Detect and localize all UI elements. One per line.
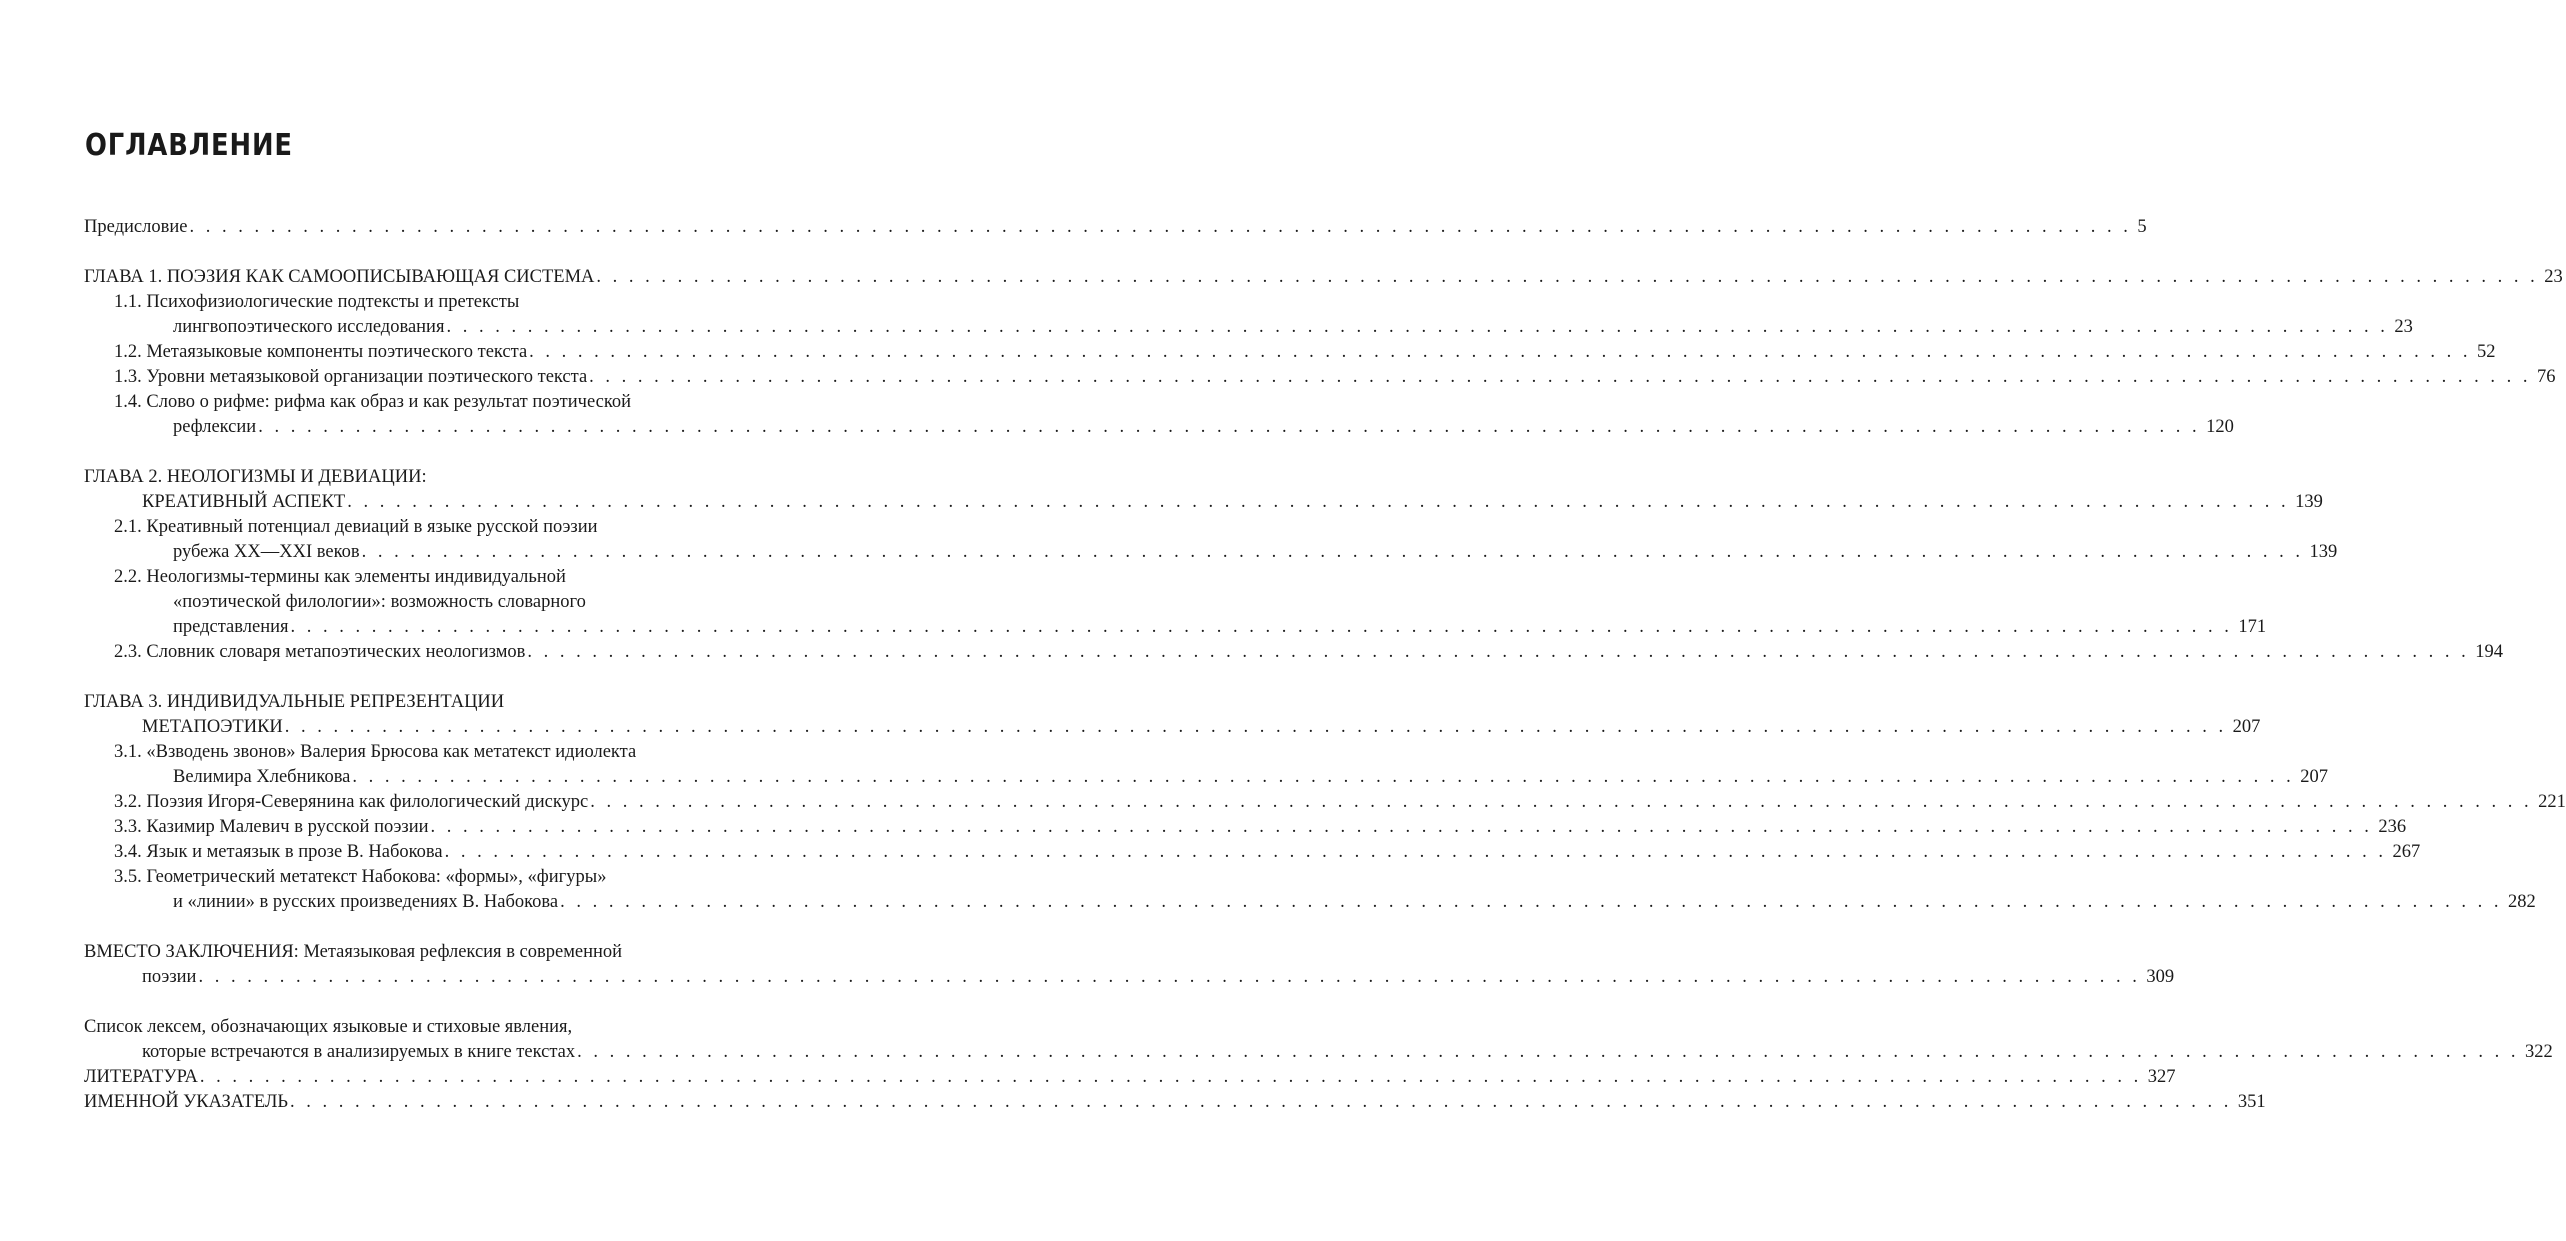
toc-entry-text: лингвопоэтического исследования: [173, 317, 445, 337]
toc-entry[interactable]: [84, 1015, 2553, 1065]
page-number: 221: [2538, 792, 2566, 812]
page-number: 282: [2508, 892, 2536, 912]
toc-entry[interactable]: [84, 640, 2504, 665]
dot-leader: . . . . . . . . . . . . . . . . . . . . . . . . . . . . . . . . . . . . . . . . . . . . . . . . . . . . . . . . . . . . . . . . . . . . . . . . . . . . . . . . . . . . . . . . . . . . . . . . . . . . . . . . . . . . . . . . . . . . . . . .: [596, 267, 2539, 287]
dot-leader: . . . . . . . . . . . . . . . . . . . . . . . . . . . . . . . . . . . . . . . . . . . . . . . . . . . . . . . . . . . . . . . . . . . . . . . . . . . . . . . . . . . . . . . . . . . . . . . . . . . . . . . . . . . . . . . . . . . . . . . .: [290, 1092, 2232, 1112]
toc-entry[interactable]: [84, 340, 2496, 365]
toc-entry[interactable]: [84, 515, 2338, 565]
page-number: 236: [2378, 817, 2407, 837]
dot-leader: . . . . . . . . . . . . . . . . . . . . . . . . . . . . . . . . . . . . . . . . . . . . . . . . . . . . . . . . . . . . . . . . . . . . . . . . . . . . . . . . . . . . . . . . . . . . . . . . . . . . . . . . . . . . . . . . . . . . . . . .: [529, 342, 2472, 362]
dot-leader: . . . . . . . . . . . . . . . . . . . . . . . . . . . . . . . . . . . . . . . . . . . . . . . . . . . . . . . . . . . . . . . . . . . . . . . . . . . . . . . . . . . . . . . . . . . . . . . . . . . . . . . . . . . . . . . . . . . . . . . .: [361, 542, 2304, 562]
dot-leader: . . . . . . . . . . . . . . . . . . . . . . . . . . . . . . . . . . . . . . . . . . . . . . . . . . . . . . . . . . . . . . . . . . . . . . . . . . . . . . . . . . . . . . . . . . . . . . . . . . . . . . . . . . . . . . . . . . . . . . . .: [527, 642, 2470, 662]
toc-entry-text: 3.4. Язык и метаязык в прозе В. Набокова: [114, 842, 443, 862]
toc-entry-text: Предисловие: [84, 217, 188, 237]
toc-entry-text: 3.3. Казимир Малевич в русской поэзии: [114, 817, 429, 837]
page-number: 120: [2206, 417, 2234, 437]
page-number: 76: [2537, 367, 2556, 387]
toc-entry-text: ЛИТЕРАТУРА: [84, 1067, 198, 1087]
toc-entry[interactable]: [84, 1065, 2176, 1090]
page-number: 139: [2295, 492, 2323, 512]
page-number: 171: [2238, 617, 2267, 637]
toc-entry-text: 3.1. «Взводень звонов» Валерия Брюсова как метатекст идиолекта: [114, 742, 637, 762]
toc-entry-text: ВМЕСТО ЗАКЛЮЧЕНИЯ: Метаязыковая рефлексия в современной: [84, 942, 623, 962]
toc-entry-text: поэзии: [142, 967, 197, 987]
toc-entry[interactable]: [84, 940, 2175, 990]
toc-entry-text: которые встречаются в анализируемых в книге текстах: [142, 1042, 576, 1062]
dot-leader: . . . . . . . . . . . . . . . . . . . . . . . . . . . . . . . . . . . . . . . . . . . . . . . . . . . . . . . . . . . . . . . . . . . . . . . . . . . . . . . . . . . . . . . . . . . . . . . . . . . . . . . . . . . . . . . . . . . . . . . .: [199, 1067, 2142, 1087]
dot-leader: . . . . . . . . . . . . . . . . . . . . . . . . . . . . . . . . . . . . . . . . . . . . . . . . . . . . . . . . . . . . . . . . . . . . . . . . . . . . . . . . . . . . . . . . . . . . . . . . . . . . . . . . . . . . . . . . . . . . . . . .: [444, 842, 2387, 862]
dot-leader: . . . . . . . . . . . . . . . . . . . . . . . . . . . . . . . . . . . . . . . . . . . . . . . . . . . . . . . . . . . . . . . . . . . . . . . . . . . . . . . . . . . . . . . . . . . . . . . . . . . . . . . . . . . . . . . . . . . . . . . .: [189, 217, 2132, 237]
page-title: ОГЛАВЛЕНИЕ: [85, 128, 293, 163]
page-number: 207: [2300, 767, 2329, 787]
page-number: 351: [2237, 1092, 2266, 1112]
page-number: 309: [2146, 967, 2175, 987]
dot-leader: . . . . . . . . . . . . . . . . . . . . . . . . . . . . . . . . . . . . . . . . . . . . . . . . . . . . . . . . . . . . . . . . . . . . . . . . . . . . . . . . . . . . . . . . . . . . . . . . . . . . . . . . . . . . . . . . . . . . . . . .: [198, 967, 2141, 987]
toc-entry-text: ГЛАВА 3. ИНДИВИДУАЛЬНЫЕ РЕПРЕЗЕНТАЦИИ: [84, 692, 505, 712]
toc-entry-text: ГЛАВА 1. ПОЭЗИЯ КАК САМООПИСЫВАЮЩАЯ СИСТЕМА: [84, 267, 595, 287]
toc-entry-text: 1.2. Метаязыковые компоненты поэтического текста: [114, 342, 528, 362]
toc-entry-text: 2.1. Креативный потенциал девиаций в языке русской поэзии: [114, 517, 598, 537]
dot-leader: . . . . . . . . . . . . . . . . . . . . . . . . . . . . . . . . . . . . . . . . . . . . . . . . . . . . . . . . . . . . . . . . . . . . . . . . . . . . . . . . . . . . . . . . . . . . . . . . . . . . . . . . . . . . . . . . . . . . . . . .: [590, 792, 2533, 812]
toc-entry[interactable]: [84, 390, 2234, 440]
dot-leader: . . . . . . . . . . . . . . . . . . . . . . . . . . . . . . . . . . . . . . . . . . . . . . . . . . . . . . . . . . . . . . . . . . . . . . . . . . . . . . . . . . . . . . . . . . . . . . . . . . . . . . . . . . . . . . . . . . . . . . . .: [290, 617, 2233, 637]
toc-entry-text: 1.4. Слово о рифме: рифма как образ и как результат поэтической: [114, 392, 632, 412]
toc-entry[interactable]: [84, 1090, 2266, 1115]
dot-leader: . . . . . . . . . . . . . . . . . . . . . . . . . . . . . . . . . . . . . . . . . . . . . . . . . . . . . . . . . . . . . . . . . . . . . . . . . . . . . . . . . . . . . . . . . . . . . . . . . . . . . . . . . . . . . . . . . . . . . . . .: [258, 417, 2201, 437]
toc-entry-text: ИМЕННОЙ УКАЗАТЕЛЬ: [84, 1092, 289, 1112]
page-number: 322: [2525, 1042, 2553, 1062]
toc-entry-text: рубежа XX—XXI веков: [173, 542, 360, 562]
toc-entry-text: 3.2. Поэзия Игоря-Северянина как филологический дискурс: [114, 792, 589, 812]
toc-entry-text: 1.1. Психофизиологические подтексты и претексты: [114, 292, 520, 312]
page-number: 139: [2309, 542, 2338, 562]
toc-entry[interactable]: [84, 290, 2413, 340]
toc-entry-text: и «линии» в русских произведениях В. Набокова: [173, 892, 559, 912]
toc-entry-text: Велимира Хлебникова: [173, 767, 351, 787]
toc-entry-text: КРЕАТИВНЫЙ АСПЕКТ: [142, 492, 346, 512]
toc-entry-text: ГЛАВА 2. НЕОЛОГИЗМЫ И ДЕВИАЦИИ:: [84, 467, 427, 487]
page-number: 327: [2147, 1067, 2176, 1087]
toc-entry[interactable]: [84, 365, 2556, 390]
page-number: 23: [2394, 317, 2413, 337]
toc-entry-text: «поэтической филологии»: возможность словарного: [173, 592, 586, 612]
toc-entry-text: представления: [173, 617, 289, 637]
toc-entry-text: 2.3. Словник словаря метапоэтических неологизмов: [114, 642, 526, 662]
toc-entry[interactable]: [84, 790, 2566, 815]
page-number: 52: [2477, 342, 2496, 362]
page-number: 194: [2475, 642, 2504, 662]
toc-entry-text: рефлексии: [173, 417, 257, 437]
toc-entry[interactable]: [84, 840, 2421, 865]
toc-entry[interactable]: [84, 265, 2563, 290]
dot-leader: . . . . . . . . . . . . . . . . . . . . . . . . . . . . . . . . . . . . . . . . . . . . . . . . . . . . . . . . . . . . . . . . . . . . . . . . . . . . . . . . . . . . . . . . . . . . . . . . . . . . . . . . . . . . . . . . . . . . . . . .: [430, 817, 2373, 837]
toc-entry[interactable]: [84, 215, 2147, 240]
table-of-contents: [84, 215, 2566, 1115]
page-number: 207: [2232, 717, 2261, 737]
page-number: 23: [2544, 267, 2563, 287]
toc-entry-text: Список лексем, обозначающих языковые и стиховые явления,: [84, 1017, 573, 1037]
toc-entry-text: 1.3. Уровни метаязыковой организации поэтического текста: [114, 367, 588, 387]
page-number: 267: [2392, 842, 2421, 862]
dot-leader: . . . . . . . . . . . . . . . . . . . . . . . . . . . . . . . . . . . . . . . . . . . . . . . . . . . . . . . . . . . . . . . . . . . . . . . . . . . . . . . . . . . . . . . . . . . . . . . . . . . . . . . . . . . . . . . . . . . . . . . .: [352, 767, 2295, 787]
toc-entry-text: 3.5. Геометрический метатекст Набокова: «формы», «фигуры»: [114, 867, 607, 887]
page-number: 5: [2137, 217, 2147, 237]
toc-entry[interactable]: [84, 465, 2323, 515]
dot-leader: . . . . . . . . . . . . . . . . . . . . . . . . . . . . . . . . . . . . . . . . . . . . . . . . . . . . . . . . . . . . . . . . . . . . . . . . . . . . . . . . . . . . . . . . . . . . . . . . . . . . . . . . . . . . . . . . . . . . . . . .: [560, 892, 2502, 912]
toc-entry-text: 2.2. Неологизмы-термины как элементы индивидуальной: [114, 567, 566, 587]
toc-entry[interactable]: [84, 690, 2261, 740]
dot-leader: . . . . . . . . . . . . . . . . . . . . . . . . . . . . . . . . . . . . . . . . . . . . . . . . . . . . . . . . . . . . . . . . . . . . . . . . . . . . . . . . . . . . . . . . . . . . . . . . . . . . . . . . . . . . . . . . . . . . . . . .: [446, 317, 2389, 337]
toc-entry[interactable]: [84, 565, 2267, 640]
toc-entry[interactable]: [84, 865, 2536, 915]
toc-entry-text: МЕТАПОЭТИКИ: [142, 717, 283, 737]
dot-leader: . . . . . . . . . . . . . . . . . . . . . . . . . . . . . . . . . . . . . . . . . . . . . . . . . . . . . . . . . . . . . . . . . . . . . . . . . . . . . . . . . . . . . . . . . . . . . . . . . . . . . . . . . . . . . . . . . . . . . . . .: [577, 1042, 2519, 1062]
dot-leader: . . . . . . . . . . . . . . . . . . . . . . . . . . . . . . . . . . . . . . . . . . . . . . . . . . . . . . . . . . . . . . . . . . . . . . . . . . . . . . . . . . . . . . . . . . . . . . . . . . . . . . . . . . . . . . . . . . . . . . . .: [589, 367, 2532, 387]
toc-entry[interactable]: [84, 815, 2407, 840]
toc-entry[interactable]: [84, 740, 2329, 790]
dot-leader: . . . . . . . . . . . . . . . . . . . . . . . . . . . . . . . . . . . . . . . . . . . . . . . . . . . . . . . . . . . . . . . . . . . . . . . . . . . . . . . . . . . . . . . . . . . . . . . . . . . . . . . . . . . . . . . . . . . . . . . .: [284, 717, 2227, 737]
dot-leader: . . . . . . . . . . . . . . . . . . . . . . . . . . . . . . . . . . . . . . . . . . . . . . . . . . . . . . . . . . . . . . . . . . . . . . . . . . . . . . . . . . . . . . . . . . . . . . . . . . . . . . . . . . . . . . . . . . . . . . . .: [347, 492, 2290, 512]
